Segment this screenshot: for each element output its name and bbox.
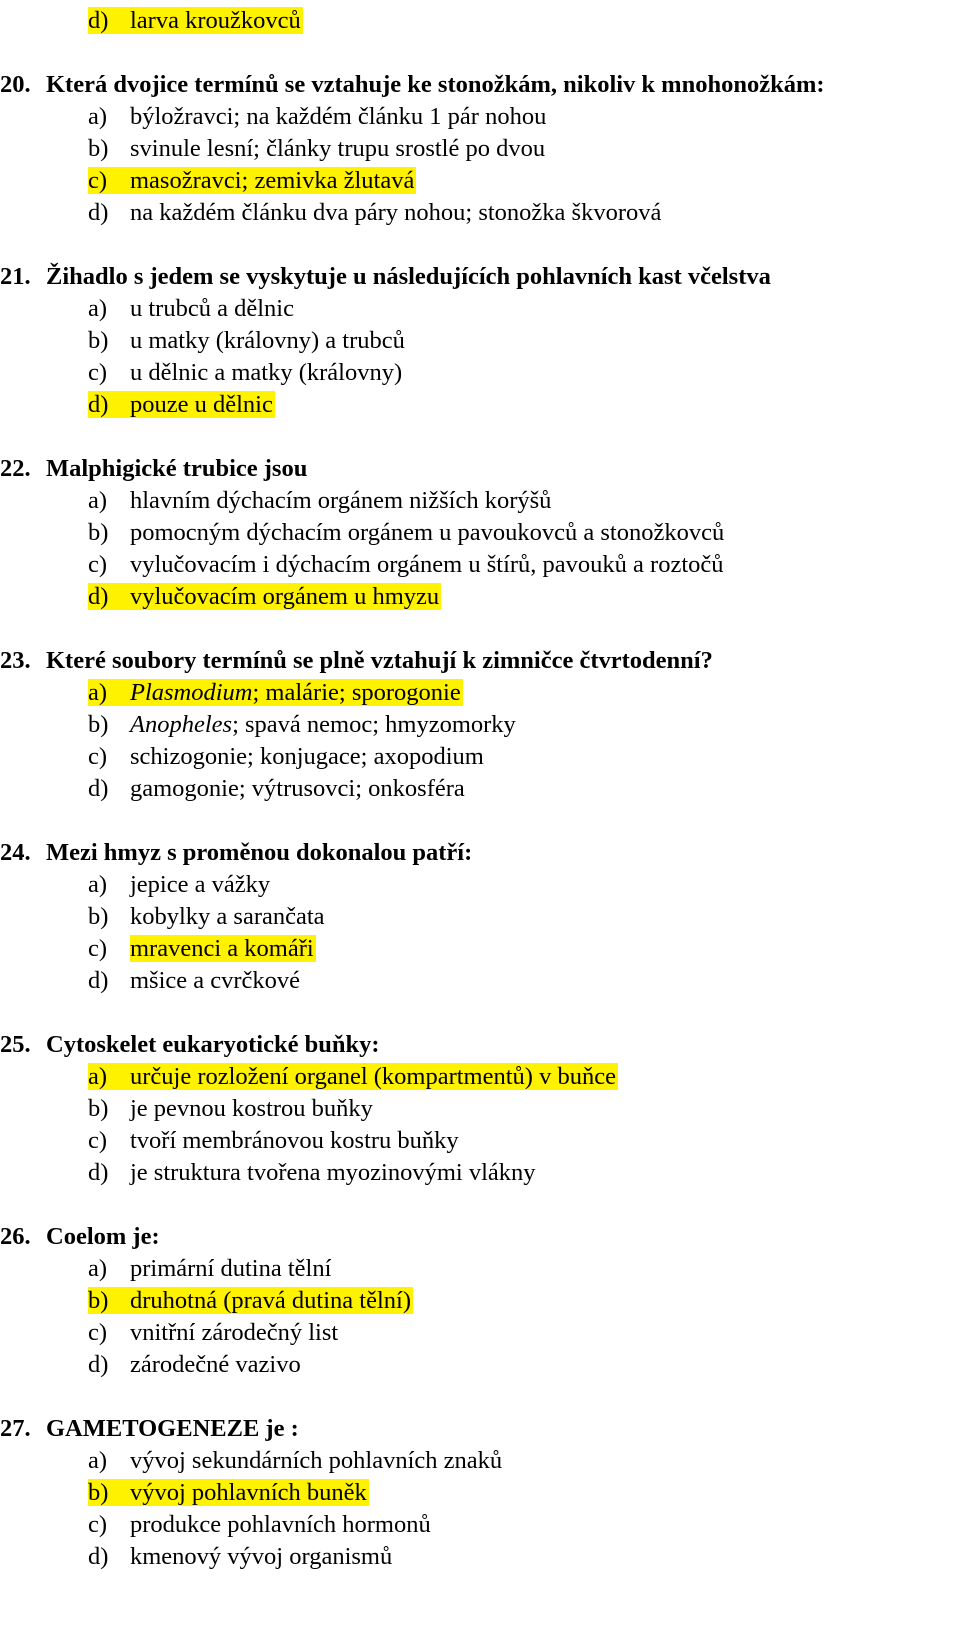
option-text: vývoj pohlavních buněk [130, 1479, 367, 1506]
question-text: Cytoskelet eukaryotické buňky: [46, 1031, 380, 1058]
question-24 [0, 838, 472, 868]
option-letter: b) [88, 903, 109, 930]
question-23-option-c [88, 742, 484, 772]
option-text: u dělnic a matky (královny) [130, 359, 403, 386]
option-text: vylučovacím i dýchacím orgánem u štírů, pavouků a roztočů [130, 551, 724, 578]
option-letter: a) [88, 1447, 108, 1474]
highlight [88, 583, 441, 610]
option-letter: b) [88, 1287, 109, 1314]
question-number: 25. [0, 1031, 31, 1058]
question-23 [0, 646, 713, 676]
question-22-option-c [88, 550, 724, 580]
option-letter: b) [88, 519, 109, 546]
option-letter: a) [88, 1063, 108, 1090]
option-letter: b) [88, 135, 109, 162]
option-letter: d) [88, 967, 109, 994]
option-letter: d) [88, 1543, 109, 1570]
question-27-option-a [88, 1446, 502, 1476]
option-letter: c) [88, 359, 108, 386]
option-italic-term: Anopheles [130, 711, 233, 738]
question-23-option-a [88, 678, 463, 708]
option-letter: b) [88, 1095, 109, 1122]
question-25-option-b [88, 1094, 373, 1124]
option-text: jepice a vážky [130, 871, 271, 898]
highlight [88, 1479, 369, 1506]
option-text: vývoj sekundárních pohlavních znaků [130, 1447, 503, 1474]
question-26-option-c [88, 1318, 338, 1348]
highlight [88, 1287, 413, 1314]
option-text: hlavním dýchacím orgánem nižších korýšů [130, 487, 552, 514]
option-letter: a) [88, 487, 108, 514]
option-text: schizogonie; konjugace; axopodium [130, 743, 484, 770]
highlight [88, 391, 275, 418]
highlight [88, 167, 416, 194]
option-letter: c) [88, 1127, 108, 1154]
question-number: 22. [0, 455, 31, 482]
question-21-option-c [88, 358, 402, 388]
option-text: produkce pohlavních hormonů [130, 1511, 431, 1538]
question-25 [0, 1030, 379, 1060]
question-text: GAMETOGENEZE je : [46, 1415, 299, 1442]
question-27-option-c [88, 1510, 431, 1540]
option-letter: a) [88, 679, 108, 706]
option-text: kobylky a sarančata [130, 903, 325, 930]
question-text: Které soubory termínů se plně vztahují k zimničce čtvrtodenní? [46, 647, 713, 674]
option-text: na každém článku dva páry nohou; stonožka škvorová [130, 199, 662, 226]
question-22 [0, 454, 307, 484]
question-20-option-a [88, 102, 546, 132]
question-25-option-c [88, 1126, 459, 1156]
option-letter: b) [88, 327, 109, 354]
option-text: zárodečné vazivo [130, 1351, 301, 1378]
option-italic-term: Plasmodium [130, 679, 253, 706]
option-text: primární dutina tělní [130, 1255, 332, 1282]
option-text: mšice a cvrčkové [130, 967, 301, 994]
option-letter: c) [88, 551, 108, 578]
question-24-option-a [88, 870, 270, 900]
question-number: 20. [0, 71, 31, 98]
option-text: je pevnou kostrou buňky [130, 1095, 373, 1122]
question-26-option-a [88, 1254, 331, 1284]
question-21-option-a [88, 294, 294, 324]
option-letter: a) [88, 103, 108, 130]
option-text: masožravci; zemivka žlutavá [130, 167, 415, 194]
option-letter: c) [88, 167, 108, 194]
option-letter: a) [88, 1255, 108, 1282]
question-20-option-d [88, 198, 661, 228]
option-letter: d) [88, 391, 109, 418]
question-23-option-d [88, 774, 465, 804]
question-number: 23. [0, 647, 31, 674]
option-text: u trubců a dělnic [130, 295, 294, 322]
question-20-option-c [88, 166, 416, 196]
question-text: Coelom je: [46, 1223, 160, 1250]
question-27 [0, 1414, 299, 1444]
option-text: pouze u dělnic [130, 391, 273, 418]
option-letter: a) [88, 295, 108, 322]
option-letter: d) [88, 583, 109, 610]
question-25-option-a [88, 1062, 618, 1092]
option-text: svinule lesní; články trupu srostlé po dvou [130, 135, 546, 162]
question-24-option-d [88, 966, 300, 996]
option-text: ; spavá nemoc; hmyzomorky [232, 711, 516, 738]
question-20-option-b [88, 134, 545, 164]
question-26-option-b [88, 1286, 413, 1316]
highlight [88, 1063, 618, 1090]
question-text: Žihadlo s jedem se vyskytuje u následujících pohlavních kast včelstva [46, 263, 771, 290]
option-letter: c) [88, 743, 108, 770]
question-23-option-b [88, 710, 516, 740]
option-text: vylučovacím orgánem u hmyzu [130, 583, 440, 610]
option-text: druhotná (pravá dutina tělní) [130, 1287, 411, 1314]
highlight [88, 679, 463, 706]
question-26 [0, 1222, 160, 1252]
option-letter: d) [88, 1351, 109, 1378]
option-letter: c) [88, 1319, 108, 1346]
question-26-option-d [88, 1350, 301, 1380]
option-text: larva kroužkovců [130, 7, 301, 34]
option-letter: a) [88, 871, 108, 898]
question-21-option-d [88, 390, 275, 420]
question-text: Malphigické trubice jsou [46, 455, 308, 482]
question-21 [0, 262, 771, 292]
question-27-option-d [88, 1542, 392, 1572]
question-number: 24. [0, 839, 31, 866]
option-text: tvoří membránovou kostru buňky [130, 1127, 459, 1154]
question-text: Která dvojice termínů se vztahuje ke stonožkám, nikoliv k mnohonožkám: [46, 71, 825, 98]
question-number: 21. [0, 263, 31, 290]
option-text: býložravci; na každém článku 1 pár nohou [130, 103, 547, 130]
option-letter: c) [88, 1511, 108, 1538]
option-text: ; malárie; sporogonie [252, 679, 461, 706]
question-text: Mezi hmyz s proměnou dokonalou patří: [46, 839, 473, 866]
question-21-option-b [88, 326, 405, 356]
option-letter: c) [88, 935, 108, 962]
question-24-option-c [88, 934, 316, 964]
highlight [88, 7, 303, 34]
question-20 [0, 70, 825, 100]
option-letter: d) [88, 7, 109, 34]
option-text: pomocným dýchacím orgánem u pavoukovců a stonožkovců [130, 519, 725, 546]
option-text: je struktura tvořena myozinovými vlákny [130, 1159, 536, 1186]
option-text: mravenci a komáři [130, 935, 314, 962]
option-text: kmenový vývoj organismů [130, 1543, 393, 1570]
option-text: u matky (královny) a trubců [130, 327, 405, 354]
question-25-option-d [88, 1158, 536, 1188]
option-text: gamogonie; výtrusovci; onkosféra [130, 775, 465, 802]
question-number: 27. [0, 1415, 31, 1442]
question-22-option-d [88, 582, 441, 612]
option-text: vnitřní zárodečný list [130, 1319, 339, 1346]
option-letter: d) [88, 1159, 109, 1186]
question-22-option-b [88, 518, 724, 548]
question-27-option-b [88, 1478, 369, 1508]
option-letter: d) [88, 199, 109, 226]
option-letter: d) [88, 775, 109, 802]
carryover-option [88, 6, 303, 36]
option-letter: b) [88, 711, 109, 738]
question-24-option-b [88, 902, 325, 932]
option-text: určuje rozložení organel (kompartmentů) v buňce [130, 1063, 616, 1090]
question-22-option-a [88, 486, 551, 516]
question-number: 26. [0, 1223, 31, 1250]
option-letter: b) [88, 1479, 109, 1506]
